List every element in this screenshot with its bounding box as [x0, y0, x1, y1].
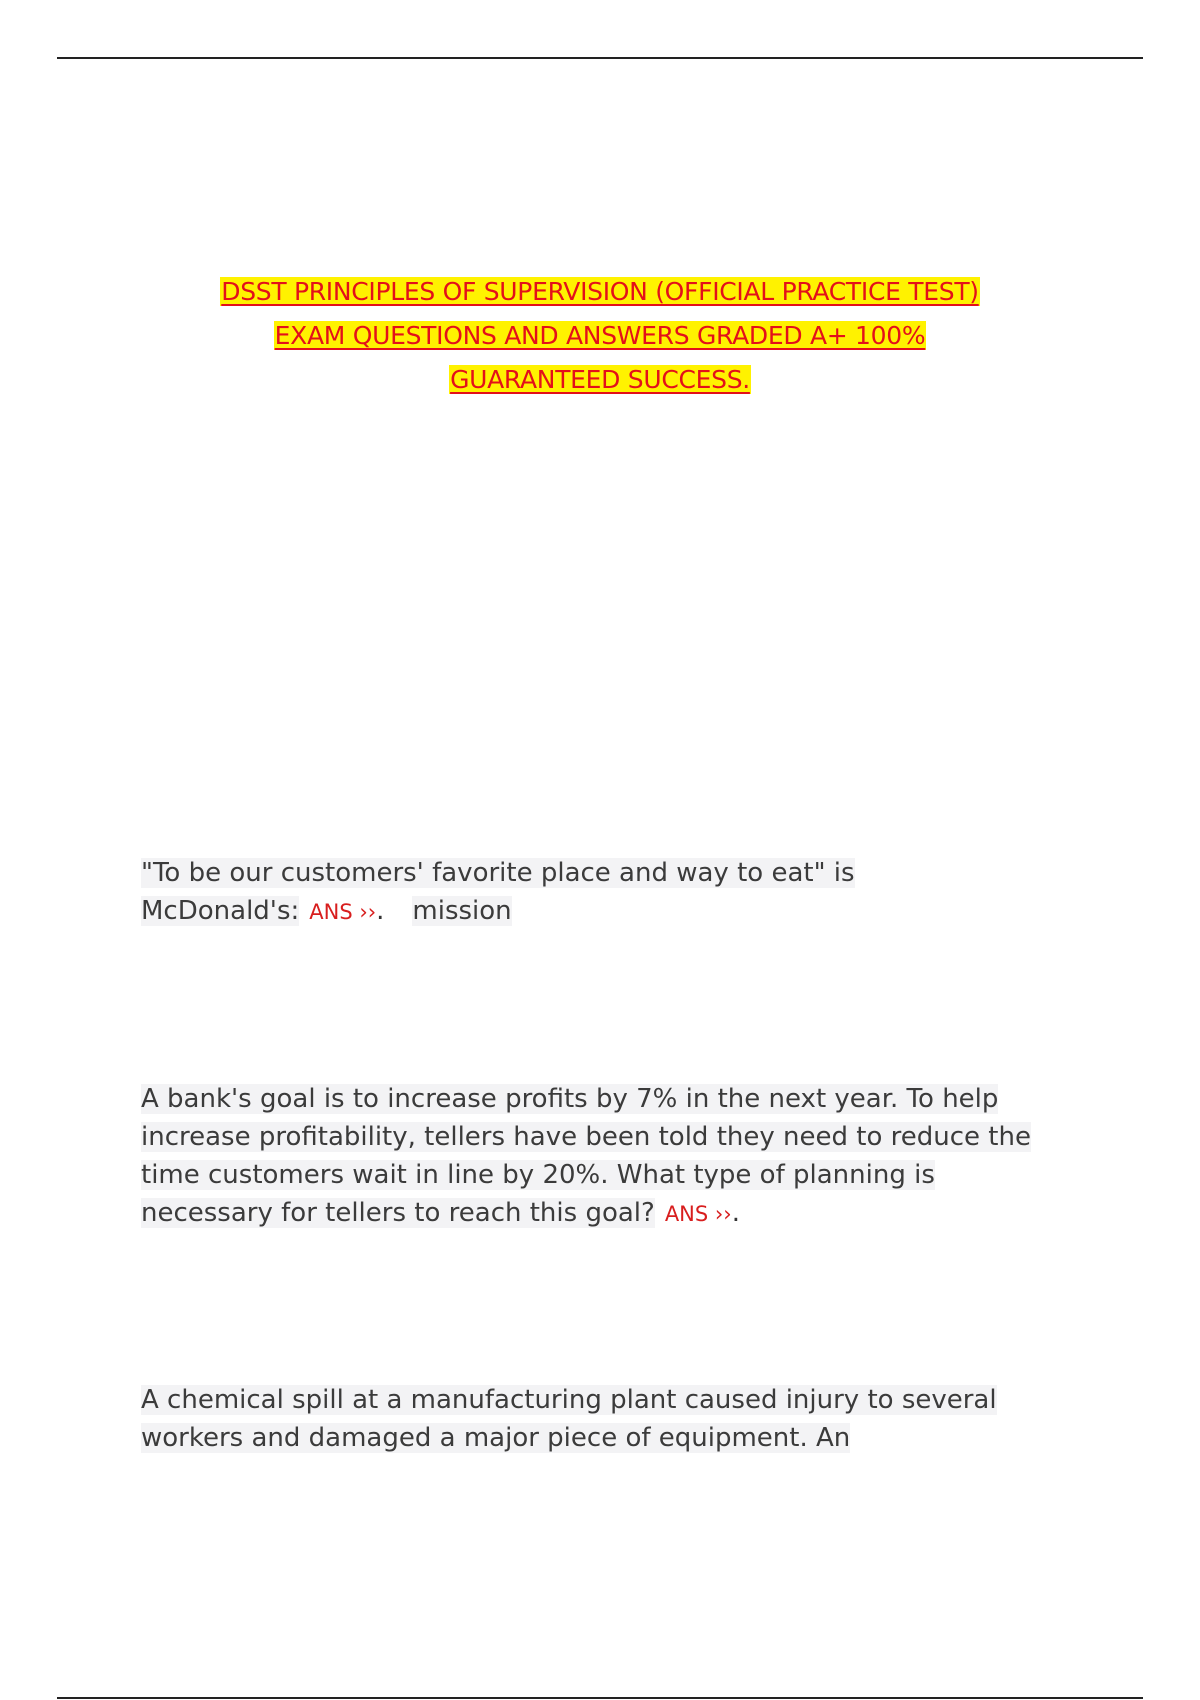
- title-line-3: GUARANTEED SUCCESS.: [450, 365, 750, 394]
- question-2: A bank's goal is to increase profits by 7% in the next year. To help increase profitability, tellers have been told they need to reduce the time customers wait in line by 20%. What type of planning is necessary for tellers to reach this goal? ANS ››.: [141, 1084, 1031, 1228]
- header-rule: [57, 57, 1143, 59]
- question-1-answer: mission: [412, 896, 512, 926]
- document-title: [100, 270, 1100, 402]
- question-3: [141, 1381, 1071, 1457]
- footer-rule: [57, 1697, 1143, 1699]
- question-3-text: A chemical spill at a manufacturing plant caused injury to several workers and damaged a major piece of equipment. An: [141, 1385, 997, 1453]
- question-2-text: A bank's goal is to increase profits by 7% in the next year. To help increase profitability, tellers have been told they need to reduce the time customers wait in line by 20%. What type of planning is necessary for tellers to reach this goal?: [141, 1084, 1031, 1228]
- title-line-1: DSST PRINCIPLES OF SUPERVISION (OFFICIAL PRACTICE TEST): [221, 277, 979, 306]
- title-line-2: EXAM QUESTIONS AND ANSWERS GRADED A+ 100%: [274, 321, 926, 350]
- answer-marker: ANS ››: [664, 1202, 732, 1226]
- question-1-text: "To be our customers' favorite place and way to eat" is McDonald's:: [141, 858, 855, 926]
- question-1: "To be our customers' favorite place and way to eat" is McDonald's: ANS ››. mission: [141, 858, 855, 926]
- answer-marker: ANS ››: [309, 900, 377, 924]
